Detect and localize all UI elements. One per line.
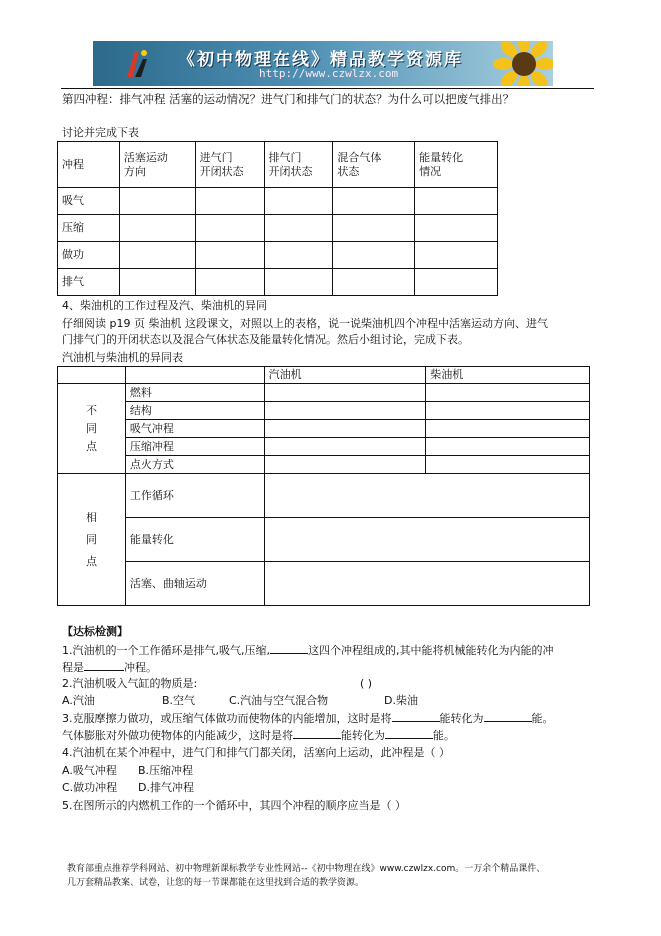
header-rule <box>61 88 594 89</box>
row-label-exhaust: 排气 <box>58 269 120 296</box>
answer-cell[interactable] <box>426 402 590 420</box>
row-label-power: 做功 <box>58 242 120 269</box>
answer-cell[interactable] <box>426 456 590 474</box>
banner-title: 《初中物理在线》精品教学资源库 <box>178 50 463 70</box>
answer-cell[interactable] <box>415 215 498 242</box>
q3-blank-3[interactable] <box>293 728 341 739</box>
q1-text-a: 1.汽油机的一个工作循环是排气,吸气,压缩, <box>62 644 270 657</box>
quiz-heading: 【达标检测】 <box>62 625 128 638</box>
q3-blank-1[interactable] <box>392 711 440 722</box>
differences-label: 不 同 点 <box>58 384 126 474</box>
q3-blank-4[interactable] <box>385 728 433 739</box>
q1-text-c: 程是 <box>62 661 84 674</box>
table-row <box>58 269 498 296</box>
answer-cell[interactable] <box>195 242 264 269</box>
table1-header: 冲程 <box>58 142 120 188</box>
quiz-q3-line1 <box>62 711 554 726</box>
table1-header: 排气门 开闭状态 <box>264 142 333 188</box>
q1-blank-1[interactable] <box>270 643 308 654</box>
q2-option-a: A.汽油 <box>62 694 95 707</box>
footer-line2: 几万套精品教案、试卷，让您的每一节课都能在这里找到合适的教学资源。 <box>67 878 365 888</box>
answer-cell[interactable] <box>333 269 415 296</box>
similarities-label: 相 同 点 <box>58 474 126 606</box>
table2-header-row <box>58 367 590 384</box>
table-row <box>58 242 498 269</box>
row-label: 能量转化 <box>125 518 264 562</box>
answer-cell[interactable] <box>415 269 498 296</box>
answer-cell[interactable] <box>415 242 498 269</box>
row-label: 压缩冲程 <box>125 438 264 456</box>
answer-cell[interactable] <box>264 215 333 242</box>
q2-option-c: C.汽油与空气混合物 <box>229 694 329 707</box>
answer-cell[interactable] <box>426 438 590 456</box>
table-row <box>58 188 498 215</box>
q4-option-c: C.做功冲程 <box>62 781 118 794</box>
table-row <box>58 456 590 474</box>
answer-cell[interactable] <box>264 456 426 474</box>
answer-cell[interactable] <box>264 420 426 438</box>
site-logo-icon <box>123 47 149 79</box>
answer-cell[interactable] <box>119 242 195 269</box>
q1-blank-2[interactable] <box>84 660 124 671</box>
table2-caption: 汽油机与柴油机的异同表 <box>62 351 183 364</box>
answer-cell[interactable] <box>426 420 590 438</box>
stroke-discussion-table <box>57 141 498 296</box>
answer-cell[interactable] <box>119 215 195 242</box>
quiz-q1-line1 <box>62 643 553 658</box>
quiz-q5: 5.在图所示的内燃机工作的一个循环中，其四个冲程的顺序应当是（ ） <box>62 799 406 812</box>
row-label: 活塞、曲轴运动 <box>125 562 264 606</box>
answer-cell[interactable] <box>264 518 589 562</box>
table-row <box>58 438 590 456</box>
section4-paragraph-line1: 仔细阅读 p19 页 柴油机 这段课文，对照以上的表格，说一说柴油机四个冲程中活塞运动方向、进气 <box>62 317 548 330</box>
row-label: 吸气冲程 <box>125 420 264 438</box>
q3-blank-2[interactable] <box>484 711 532 722</box>
q2-option-d: D.柴油 <box>384 694 418 707</box>
row-label: 燃料 <box>125 384 264 402</box>
answer-cell[interactable] <box>264 242 333 269</box>
answer-cell[interactable] <box>264 474 589 518</box>
table-row <box>58 474 590 518</box>
footer-line1: 教育部重点推荐学科网站、初中物理新课标教学专业性网站--《初中物理在线》www.czwlzx.com。一万余个精品课件、 <box>67 864 546 874</box>
row-label-intake: 吸气 <box>58 188 120 215</box>
table-row <box>58 562 590 606</box>
answer-cell[interactable] <box>264 384 426 402</box>
q4-option-a: A.吸气冲程 <box>62 764 117 777</box>
table-row <box>58 420 590 438</box>
answer-cell[interactable] <box>264 269 333 296</box>
table-row <box>58 384 590 402</box>
quiz-q1-line2 <box>62 660 157 675</box>
sunflower-icon <box>493 41 553 86</box>
table1-caption: 讨论并完成下表 <box>62 126 139 139</box>
q4-option-d: D.排气冲程 <box>138 781 194 794</box>
table-row <box>58 402 590 420</box>
q2-answer-paren[interactable]: ( ) <box>360 677 373 690</box>
q3-text-a: 3.克服摩擦力做功，或压缩气体做功而使物体的内能增加，这时是将 <box>62 712 392 725</box>
answer-cell[interactable] <box>415 188 498 215</box>
engine-comparison-table <box>57 366 590 606</box>
table1-header: 能量转化 情况 <box>415 142 498 188</box>
answer-cell[interactable] <box>119 188 195 215</box>
page-footer <box>67 862 607 890</box>
row-label: 点火方式 <box>125 456 264 474</box>
q3-text-f: 能。 <box>433 729 455 742</box>
col-header-gasoline: 汽油机 <box>264 367 426 384</box>
section4-heading: 4、柴油机的工作过程及汽、柴油机的异同 <box>62 299 267 312</box>
quiz-q4: 4.汽油机在某个冲程中，进气门和排气门都关闭，活塞向上运动，此冲程是（ ） <box>62 746 450 759</box>
table-row <box>58 518 590 562</box>
table1-header: 混合气体 状态 <box>333 142 415 188</box>
table1-header: 进气门 开闭状态 <box>195 142 264 188</box>
banner-url[interactable]: http://www.czwlzx.com <box>259 67 399 80</box>
answer-cell[interactable] <box>426 384 590 402</box>
q3-text-d: 气体膨胀对外做功使物体的内能减少，这时是将 <box>62 729 293 742</box>
answer-cell[interactable] <box>119 269 195 296</box>
q2-text: 2.汽油机吸入气缸的物质是: <box>62 677 198 690</box>
row-label: 结构 <box>125 402 264 420</box>
answer-cell[interactable] <box>195 269 264 296</box>
answer-cell[interactable] <box>264 562 589 606</box>
answer-cell[interactable] <box>333 188 415 215</box>
answer-cell[interactable] <box>264 402 426 420</box>
col-header-diesel: 柴油机 <box>426 367 590 384</box>
quiz-q3-line2 <box>62 728 455 743</box>
header-banner <box>93 41 553 86</box>
q2-option-b: B.空气 <box>162 694 196 707</box>
answer-cell[interactable] <box>264 188 333 215</box>
q1-text-d: 冲程。 <box>124 661 157 674</box>
answer-cell[interactable] <box>195 188 264 215</box>
section4-paragraph-line2: 门排气门的开闭状态以及混合气体状态及能量转化情况。然后小组讨论，完成下表。 <box>62 333 469 346</box>
answer-cell[interactable] <box>195 215 264 242</box>
answer-cell[interactable] <box>264 438 426 456</box>
fourth-stroke-question: 第四冲程：排气冲程 活塞的运动情况？进气门和排气门的状态？为什么可以把废气排出？ <box>62 92 515 106</box>
table-row <box>58 215 498 242</box>
quiz-q2 <box>62 677 197 691</box>
q3-text-e: 能转化为 <box>341 729 385 742</box>
table1-header: 活塞运动 方向 <box>119 142 195 188</box>
answer-cell[interactable] <box>333 215 415 242</box>
row-label: 工作循环 <box>125 474 264 518</box>
q3-text-b: 能转化为 <box>439 712 484 725</box>
answer-cell[interactable] <box>333 242 415 269</box>
q3-text-c: 能。 <box>531 712 554 725</box>
q4-option-b: B.压缩冲程 <box>138 764 194 777</box>
q1-text-b: 这四个冲程组成的,其中能将机械能转化为内能的冲 <box>307 644 554 657</box>
row-label-compression: 压缩 <box>58 215 120 242</box>
table1-header-row <box>58 142 498 188</box>
